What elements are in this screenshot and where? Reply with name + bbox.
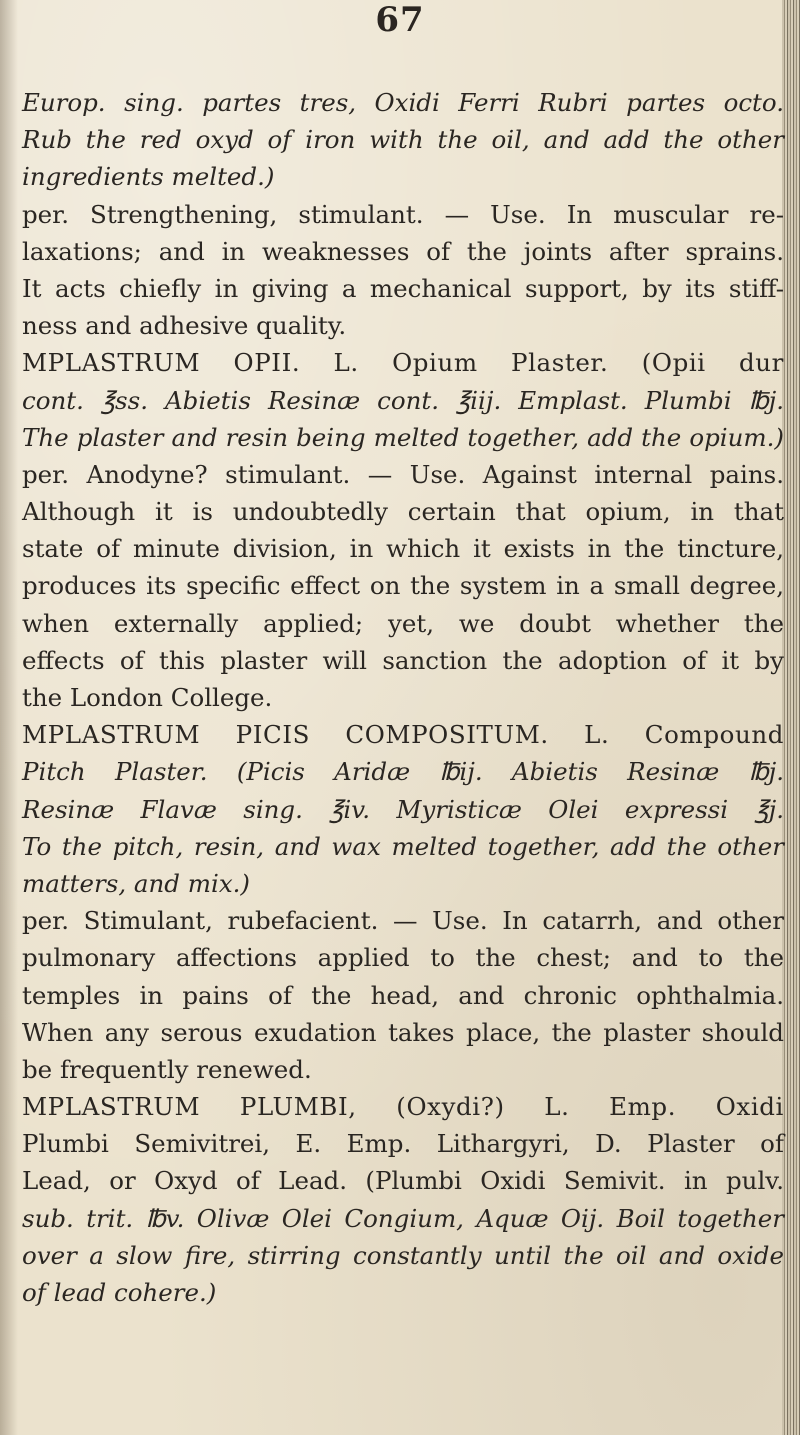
text-line: of lead cohere.) xyxy=(22,1278,217,1307)
text-line: over a slow fire, stirring constantly until the oil and oxide xyxy=(22,1240,784,1270)
text-line: The plaster and resin being melted together, add the opium.) xyxy=(22,422,784,452)
page-gutter-shadow xyxy=(0,0,18,1435)
text-line: per. Stimulant, rubefacient. — Use. In catarrh, and other xyxy=(22,906,784,936)
entry-heading: MPLASTRUM PLUMBI, (Oxydi?) L. Emp. Oxidi xyxy=(22,1092,784,1122)
text-line: Although it is undoubtedly certain that opium, in that xyxy=(22,497,784,527)
text-line: produces its specific effect on the system in a small degree, xyxy=(22,571,784,601)
text-line: ness and adhesive quality. xyxy=(22,311,347,341)
text-line: Resinæ Flavæ sing. ℥iv. Myristicæ Olei expressi ℥j. xyxy=(22,794,784,824)
text-line: Europ. sing. partes tres, Oxidi Ferri Rubri partes octo. xyxy=(22,88,784,117)
text-line: per. Anodyne? stimulant. — Use. Against internal pains. xyxy=(22,459,784,489)
text-line: Pitch Plaster. (Picis Aridæ ℔ij. Abietis Resinæ ℔j. xyxy=(22,757,784,787)
text-line: Lead, or Oxyd of Lead. (Plumbi Oxidi Semivit. in pulv. xyxy=(22,1166,784,1196)
text-line: effects of this plaster will sanction the adoption of it by xyxy=(22,645,784,675)
text-line: per. Strengthening, stimulant. — Use. In muscular re- xyxy=(22,199,784,229)
text-line: temples in pains of the head, and chronic ophthalmia. xyxy=(22,980,784,1010)
text-line: pulmonary affections applied to the chest; and to the xyxy=(22,943,784,973)
text-line: matters, and mix.) xyxy=(22,868,250,898)
text-line: When any serous exudation takes place, the plaster should xyxy=(22,1017,784,1047)
page-number: 67 xyxy=(375,0,425,40)
text-line: state of minute division, in which it exists in the tincture, xyxy=(22,534,784,564)
text-line: ingredients melted.) xyxy=(22,162,275,192)
page-text xyxy=(22,84,784,1311)
entry-heading: MPLASTRUM OPII. L. Opium Plaster. (Opii dur xyxy=(22,348,784,378)
text-line: the London College. xyxy=(22,683,273,712)
page-edge-texture xyxy=(782,0,800,1435)
text-line: cont. ℥ss. Abietis Resinæ cont. ℥iij. Emplast. Plumbi ℔j. xyxy=(22,385,784,415)
text-line: be frequently renewed. xyxy=(22,1054,312,1084)
text-line: laxations; and in weaknesses of the joints after sprains. xyxy=(22,236,784,266)
text-line: when externally applied; yet, we doubt whether the xyxy=(22,608,784,638)
entry-heading: MPLASTRUM PICIS COMPOSITUM. L. Compound xyxy=(22,720,784,750)
text-line: It acts chiefly in giving a mechanical support, by its stiff- xyxy=(22,273,784,303)
text-line: sub. trit. ℔v. Olivæ Olei Congium, Aquæ Oij. Boil together xyxy=(22,1203,784,1233)
text-line: To the pitch, resin, and wax melted together, add the other xyxy=(22,831,784,861)
text-line: Rub the red oxyd of iron with the oil, and add the other xyxy=(22,125,784,155)
text-line: Plumbi Semivitrei, E. Emp. Lithargyri, D. Plaster of xyxy=(22,1129,784,1159)
